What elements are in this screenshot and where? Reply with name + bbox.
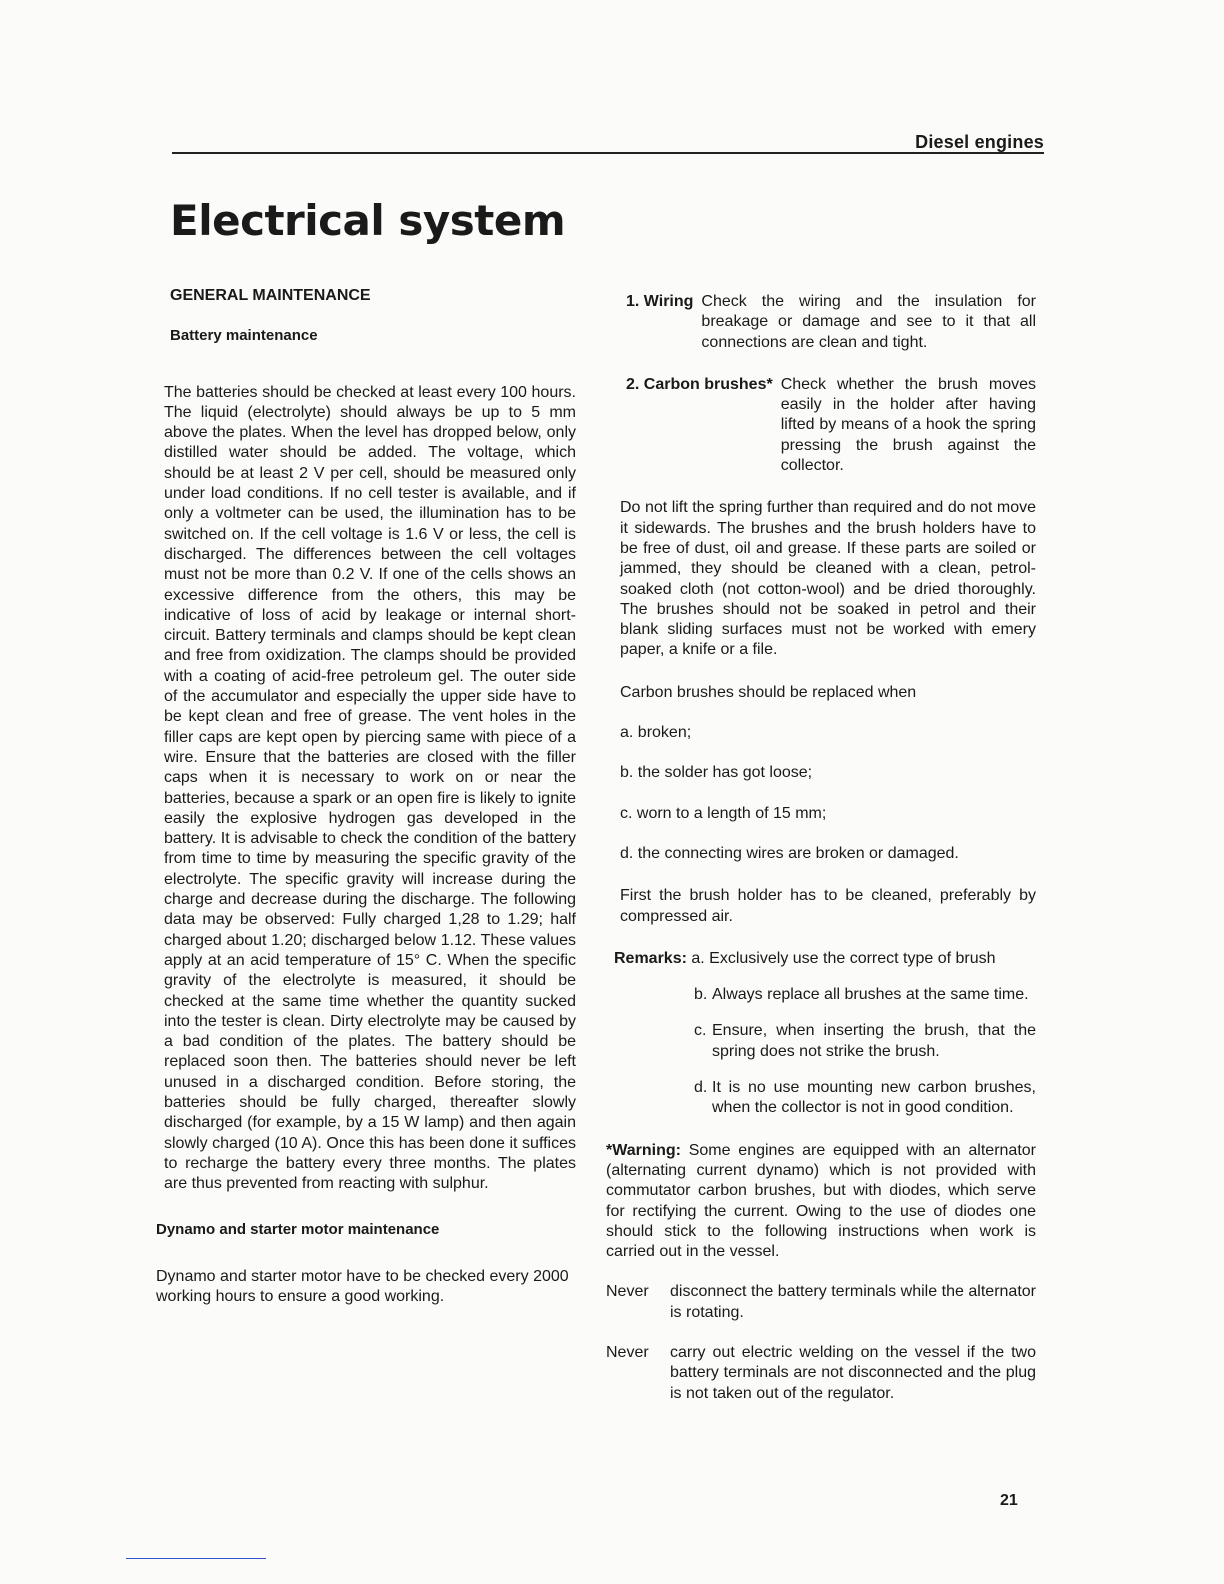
clean-text: First the brush holder has to be cleaned, preferably by compressed air.	[620, 887, 1036, 925]
never-label-2: Never	[606, 1343, 649, 1361]
replace-item-d: d. the connecting wires are broken or damaged.	[620, 844, 959, 862]
wiring-label: 1. Wiring	[626, 293, 694, 310]
page-title: Electrical system	[170, 196, 566, 245]
remarks-line	[614, 949, 1036, 969]
remark-b: Always replace all brushes at the same time.	[712, 986, 1029, 1004]
dynamo-heading: Dynamo and starter motor maintenance	[156, 1221, 440, 1239]
brushes-text: Check whether the brush moves easily in the holder after having lifted by means of a hook the spring pressing the brush against the collector.	[780, 375, 1036, 475]
brushes-label: 2. Carbon brushes*	[626, 375, 773, 393]
right-column	[606, 292, 1036, 1404]
header-rule	[172, 152, 1044, 154]
remark-c-item	[694, 1021, 1036, 1062]
running-header: Diesel engines	[915, 132, 1044, 152]
never-item-1	[606, 1282, 1036, 1323]
battery-text: The batteries should be checked at least every 100 hours. The liquid (electrolyte) should always be up to 5 mm above the plates. When the level has dropped below, only distilled water should be added. The voltage, which should be at least 2 V per cell, should be measured only under load conditions. If no cell tester is available, and if only a voltmeter can be used, the illumination has to be switched on. If the cell voltage is 1.6 V or less, the cell is discharged. The differences between the cell voltages must not be more than 0.2 V. If one of the cells shows an excessive difference from the others, this may be indicative of loss of acid by leakage or internal short-circuit. Battery terminals and clamps should be kept clean and free from oxidization. The clamps should be provided with a coating of acid-free petroleum gel. The outer side of the accumulator and especially the upper side have to be kept clean and free of grease. The vent holes in the filler caps are kept open by piercing same with piece of a wire. Ensure that the batteries are closed with the filler caps when it is necessary to work on or near the batteries, because a spark or an open fire is likely to ignite easily the explosive hydrogen gas developed in the battery. It is advisable to check the condition of the battery from time to time by measuring the specific gravity of the electrolyte. The specific gravity will increase during the charge and decrease during the discharge. The following data may be observed: Fully charged 1,28 to 1.29; half charged about 1.20; discharged below 1.12. These values apply at an acid temperature of 15° C. When the specific gravity of the electrolyte is measured, it should be checked at the same time whether the quantity sucked into the tester is clean. Dirty electrolyte may be caused by a bad condition of the plates. The battery should be replaced soon then. The batteries should never be left unused in a discharged condition. Before storing, the batteries should be fully charged, thereafter slowly discharged (for example, by a 15 W lamp) and then again slowly charged (10 A). Once this has been done it suffices to recharge the battery every three months. The plates are thus prevented from reacting with sulphur.	[164, 383, 576, 1193]
replace-item-c: c. worn to a length of 15 mm;	[620, 804, 827, 822]
left-column	[156, 286, 576, 1307]
never-item-2	[606, 1343, 1036, 1404]
remark-c-label: c.	[694, 1022, 707, 1040]
remark-b-item	[694, 985, 1036, 1005]
warning-paragraph	[606, 1141, 1036, 1263]
never-label-1: Never	[606, 1283, 649, 1301]
remark-d-label: d.	[694, 1079, 708, 1097]
brushes-item	[626, 375, 1036, 476]
battery-heading: Battery maintenance	[170, 327, 318, 345]
page-number: 21	[1000, 1492, 1018, 1509]
remark-b-label: b.	[694, 986, 708, 1004]
replace-item-a: a. broken;	[620, 724, 692, 742]
section-heading: GENERAL MAINTENANCE	[170, 287, 371, 304]
never-text-1: disconnect the battery terminals while the alternator is rotating.	[670, 1283, 1036, 1321]
remark-c: Ensure, when inserting the brush, that the spring does not strike the brush.	[712, 1022, 1036, 1060]
lift-paragraph: Do not lift the spring further than required and do not move it sidewards. The brushes and the brush holders have to be free of dust, oil and grease. If these parts are soiled or jammed, they should be cleaned with a clean, petrol-soaked cloth (not cotton-wool) and be dried thoroughly. The brushes should not be soaked in petrol and their blank sliding surfaces must not be worked with emery paper, a knife or a file.	[620, 499, 1036, 659]
wiring-text: Check the wiring and the insulation for breakage or damage and see to it that all connections are clean and tight.	[701, 293, 1036, 351]
remarks-label: Remarks:	[614, 949, 687, 967]
remark-d: It is no use mounting new carbon brushes, when the collector is not in good condition.	[712, 1079, 1036, 1117]
footer-line	[126, 1558, 266, 1559]
warning-text: Some engines are equipped with an alternator (alternating current dynamo) which is not provided with commutator carbon brushes, but with diodes, which serve for rectifying the current. Owing to the use of diodes one should stick to the following instructions when work is carried out in the vessel.	[606, 1141, 1037, 1261]
replace-intro: Carbon brushes should be replaced when	[620, 683, 917, 701]
dynamo-text: Dynamo and starter motor have to be checked every 2000 working hours to ensure a good working.	[156, 1267, 569, 1306]
replace-item-b: b. the solder has got loose;	[620, 764, 813, 782]
never-text-2: carry out electric welding on the vessel if the two battery terminals are not disconnected and the plug is not taken out of the regulator.	[670, 1343, 1036, 1402]
remark-a: a. Exclusively use the correct type of brush	[691, 949, 996, 967]
remark-d-item	[694, 1078, 1036, 1119]
wiring-item	[626, 292, 1036, 353]
warning-label: *Warning:	[606, 1141, 681, 1159]
